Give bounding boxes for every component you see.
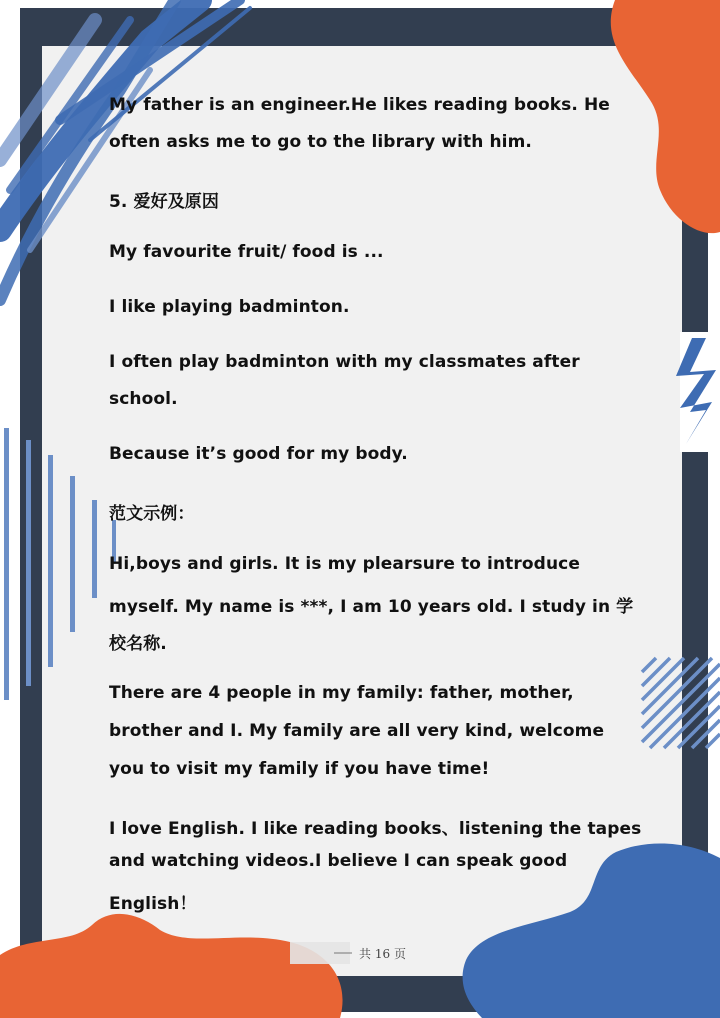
text-line: myself. My name is ***, I am 10 years old. I study in 学 <box>109 597 634 617</box>
footer-suffix: 页 <box>393 947 406 961</box>
text-line: My favourite fruit/ food is ... <box>109 242 384 262</box>
section-heading: 范文示例： <box>109 504 195 524</box>
text-line: I often play badminton with my classmates after <box>109 352 580 372</box>
page-count: 16 <box>374 947 391 961</box>
text-line: brother and I. My family are all very kind, welcome <box>109 721 605 741</box>
text-line: I love English. I like reading books、listening the tapes <box>109 819 642 839</box>
text-line: There are 4 people in my family: father, mother, <box>109 683 574 703</box>
footer-prefix: 共 <box>359 947 372 961</box>
text-line: English！ <box>109 894 197 914</box>
page-footer <box>359 945 406 962</box>
text-line: Hi,boys and girls. It is my plearsure to introduce <box>109 554 580 574</box>
text-line: school. <box>109 389 178 409</box>
text-line: you to visit my family if you have time! <box>109 759 490 779</box>
text-line: often asks me to go to the library with him. <box>109 132 532 152</box>
text-line: Because it’s good for my body. <box>109 444 408 464</box>
text-line: My father is an engineer.He likes reading books. He <box>109 95 610 115</box>
text-line: 校名称. <box>109 634 167 654</box>
section-heading: 5. 爱好及原因 <box>109 192 220 212</box>
text-line: and watching videos.I believe I can speak good <box>109 851 568 871</box>
text-line: I like playing badminton. <box>109 297 350 317</box>
